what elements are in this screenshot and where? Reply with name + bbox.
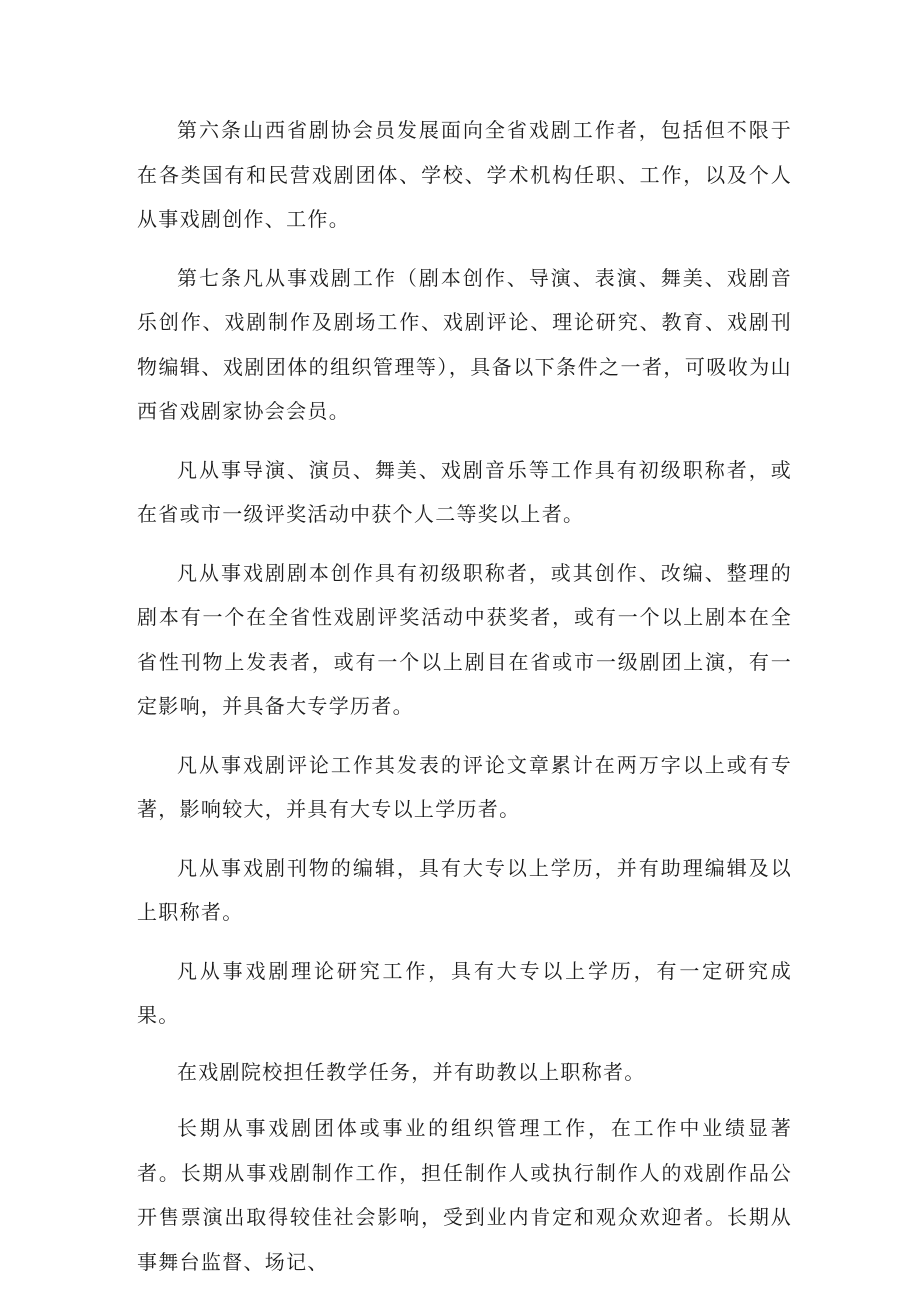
paragraph-article-6: 第六条山西省剧协会员发展面向全省戏剧工作者，包括但不限于在各类国有和民营戏剧团体、学校、学术机构任职、工作，以及个人从事戏剧创作、工作。: [137, 118, 792, 231]
paragraph-article-7: 第七条凡从事戏剧工作（剧本创作、导演、表演、舞美、戏剧音乐创作、戏剧制作及剧场工作、戏剧评论、理论研究、教育、戏剧刊物编辑、戏剧团体的组织管理等），具备以下条件之一者，可吸收为山西省戏剧家协会会员。: [137, 265, 792, 423]
paragraph-condition-playwright: 凡从事戏剧剧本创作具有初级职称者，或其创作、改编、整理的剧本有一个在全省性戏剧评奖活动中获奖者，或有一个以上剧本在全省性刊物上发表者，或有一个以上剧目在省或市一级剧团上演，有一定影响，并具备大专学历者。: [137, 560, 792, 718]
paragraph-condition-teacher: 在戏剧院校担任教学任务，并有助教以上职称者。: [177, 1059, 646, 1084]
paragraph-condition-critic: 凡从事戏剧评论工作其发表的评论文章累计在两万字以上或有专著，影响较大，并具有大专以上学历者。: [137, 752, 792, 821]
paragraph-condition-researcher: 凡从事戏剧理论研究工作，具有大专以上学历，有一定研究成果。: [137, 958, 792, 1027]
paragraph-condition-management: 长期从事戏剧团体或事业的组织管理工作，在工作中业绩显著者。长期从事戏剧制作工作，担任制作人或执行制作人的戏剧作品公开售票演出取得较佳社会影响，受到业内肯定和观众欢迎者。长期从事舞台监督、场记、: [137, 1116, 792, 1274]
document-body: [137, 108, 792, 1298]
paragraph-condition-director-actor: 凡从事导演、演员、舞美、戏剧音乐等工作具有初级职称者，或在省或市一级评奖活动中获个人二等奖以上者。: [137, 457, 792, 526]
paragraph-condition-editor: 凡从事戏剧刊物的编辑，具有大专以上学历，并有助理编辑及以上职称者。: [137, 855, 792, 924]
